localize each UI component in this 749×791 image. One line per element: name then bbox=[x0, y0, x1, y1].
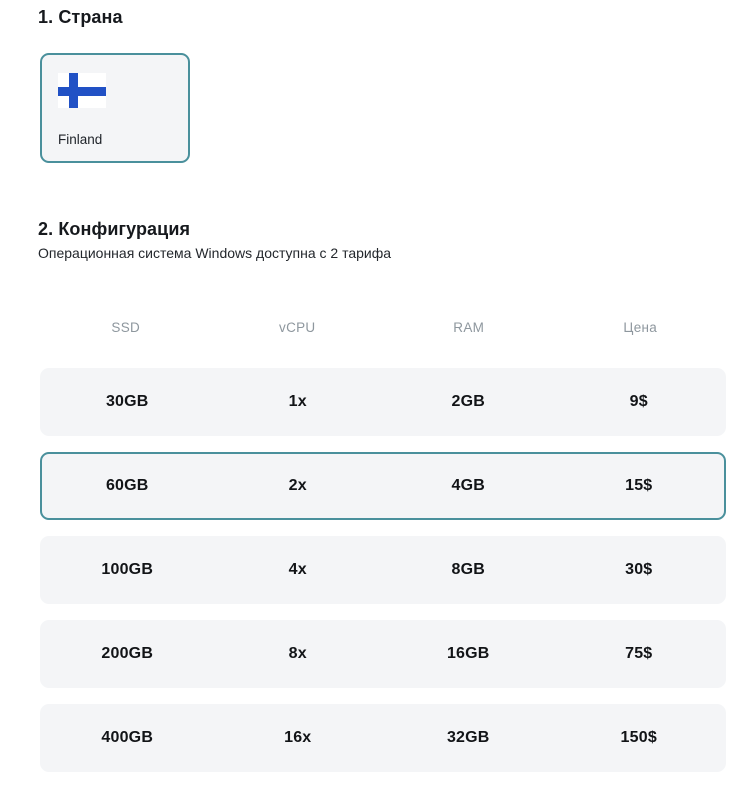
cell-ram: 2GB bbox=[451, 393, 485, 410]
config-section-heading: 2. Конфигурация bbox=[38, 219, 191, 239]
flag-cross-horizontal bbox=[58, 87, 106, 96]
table-header-row bbox=[40, 319, 726, 336]
config-section bbox=[38, 218, 726, 772]
column-header-ssd: SSD bbox=[111, 320, 141, 335]
cell-price: 150$ bbox=[620, 729, 657, 746]
cell-ssd: 100GB bbox=[101, 561, 154, 578]
column-header-vcpu: vCPU bbox=[279, 320, 316, 335]
cell-ram: 8GB bbox=[451, 561, 485, 578]
finland-flag-icon bbox=[58, 73, 106, 108]
country-card-finland[interactable] bbox=[40, 53, 190, 163]
cell-vcpu: 4x bbox=[288, 561, 307, 578]
table-row-selected[interactable] bbox=[40, 452, 726, 520]
country-label: Finland bbox=[58, 132, 103, 147]
cell-vcpu: 2x bbox=[288, 477, 307, 494]
country-section-heading: 1. Страна bbox=[38, 7, 123, 27]
country-section bbox=[38, 6, 726, 163]
config-section-subtitle: Операционная система Windows доступна с 2 тарифа bbox=[38, 245, 392, 261]
cell-ssd: 400GB bbox=[101, 729, 154, 746]
table-row[interactable] bbox=[40, 620, 726, 688]
cell-vcpu: 16x bbox=[284, 729, 312, 746]
table-body bbox=[40, 368, 726, 772]
cell-ram: 16GB bbox=[446, 645, 490, 662]
cell-ram: 4GB bbox=[451, 477, 485, 494]
table-row[interactable] bbox=[40, 704, 726, 772]
cell-ssd: 200GB bbox=[101, 645, 154, 662]
cell-ram: 32GB bbox=[446, 729, 490, 746]
cell-price: 30$ bbox=[625, 561, 653, 578]
plans-table bbox=[40, 319, 726, 772]
table-row[interactable] bbox=[40, 536, 726, 604]
column-header-ram: RAM bbox=[453, 320, 485, 335]
cell-vcpu: 8x bbox=[288, 645, 307, 662]
cell-ssd: 30GB bbox=[105, 393, 149, 410]
column-header-price: Цена bbox=[623, 320, 658, 335]
cell-price: 9$ bbox=[629, 393, 648, 410]
cell-price: 75$ bbox=[625, 645, 653, 662]
cell-price: 15$ bbox=[625, 477, 653, 494]
cell-ssd: 60GB bbox=[105, 477, 149, 494]
table-row[interactable] bbox=[40, 368, 726, 436]
cell-vcpu: 1x bbox=[288, 393, 307, 410]
